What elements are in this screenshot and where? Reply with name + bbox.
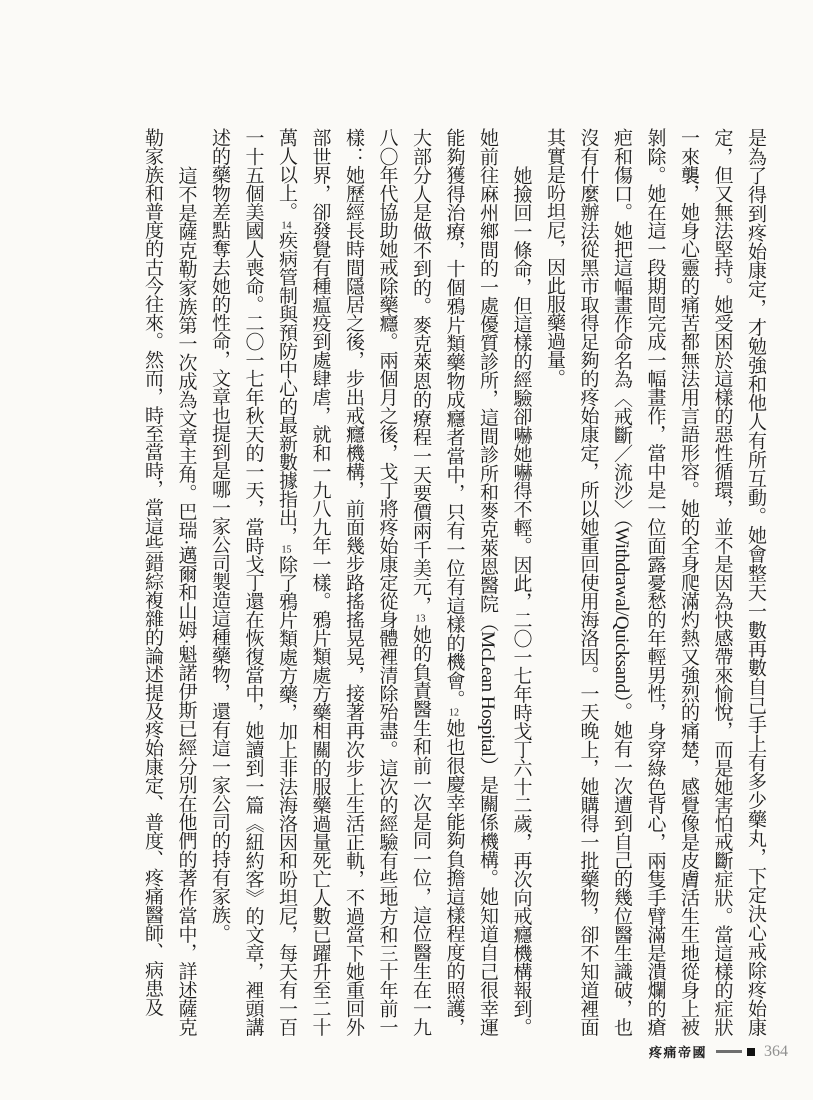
footnote-ref-13: 13 — [415, 614, 426, 625]
text-segment: 除了鴉片類處方藥，加上非法海洛因和吩坦尼，每天有一百一十五個美國人喪命。二〇一七年秋天的一天，當時戈丁還在恢復當中，她讀到一篇《紐約客》的文章，裡頭講述的藥物差點奪去她的性命，文章也提到是哪一家公司製造這種藥物，還有這一家公司的持有家族。 — [209, 128, 297, 1036]
running-footer — [649, 1042, 788, 1061]
footnote-ref-15: 15 — [281, 545, 292, 555]
text-segment: 她撿回一條命，但這樣的經驗卻嚇她嚇得不輕。因此，二〇一七年時戈丁六十二歲，再次向戒癮機構報到。她前往麻州鄉間的一處優質診所，這間診所和麥克萊恩醫院（McLean Hospital）是關係機構。她知道自己很幸運能夠獲得治療，十個鴉片類藥物成癮者當中，只有一位有這樣的機會。 — [443, 128, 532, 1036]
footer-rule — [716, 1050, 742, 1053]
paragraph-sackler — [136, 128, 203, 1036]
footnote-ref-12: 12 — [449, 707, 459, 718]
text-segment: 她也很慶幸能夠負擔這樣程度的照護，大部分人是做不到的。麥克萊恩的療程一天要價兩千美元， — [410, 128, 465, 1037]
footnote-ref-14: 14 — [281, 220, 292, 231]
paragraph-recovery — [203, 128, 538, 1036]
text-segment: 她的負責醫生和前一次是同一位，這位醫生在一九八〇年代協助她戒除藥癮。兩個月之後，戈丁將疼始康定從身體裡清除殆盡。這次的經驗有些地方和三十年前一樣：她歷經長時間隱居之後，步出戒癮機構，前面幾步路搖搖晃晃，接著再次步上生活正軌，不過當下她重回外部世界，卻發覺有種瘟疫到處肆虐，就和一九八九年一樣。鴉片類處方藥相關的服藥過量死亡人數已躍升至二十萬人以上。 — [276, 128, 431, 1037]
text-segment: 這不是薩克勒家族第一次成為文章主角。巴瑞·邁爾和山姆·魁諾伊斯已經分別在他們的著作當中，詳述薩克勒家族和普度的古今往來。然而，時至當時，當這些錯綜複雜的論述提及疼始康定、普度、疼痛醫師、病患及 — [142, 128, 197, 1036]
paragraph-continuation — [538, 128, 773, 1036]
book-title: 疼痛帝國 — [648, 1045, 707, 1060]
page-number: 364 — [764, 1042, 788, 1060]
footer-square-icon — [747, 1048, 755, 1056]
text-block — [136, 128, 773, 1036]
text-segment: 是為了得到疼始康定，才勉強和他人有所互動。她會整天一數再數自己手上有多少藥丸，下定決心戒除疼始康定，但又無法堅持。她受困於這樣的惡性循環，並不是因為快感帶來愉悅，而是她害怕戒斷症狀。當這樣的症狀一來襲，她身心靈的痛苦都無法用言語形容。她的全身爬滿灼熱又強烈的痛楚，感覺像是皮膚活生生地從身上被剝除。她在這一段期間完成一幅畫作，當中是一位面露憂愁的年輕男性，身穿綠色背心，兩隻手臂滿是潰爛的瘡疤和傷口。她把這幅畫作命名為〈戒斷／流沙〉（Withdrawal/Quicksand）。她有一次遭到自己的幾位醫生識破，也沒有什麼辦法從黑市取得足夠的疼始康定，所以她重回使用海洛因。一天晚上，她購得一批藥物，卻不知道裡面其實是吩坦尼，因此服藥過量。 — [544, 128, 766, 1036]
text-segment: 疾病管制與預防中心的最新數據指出， — [276, 230, 297, 545]
